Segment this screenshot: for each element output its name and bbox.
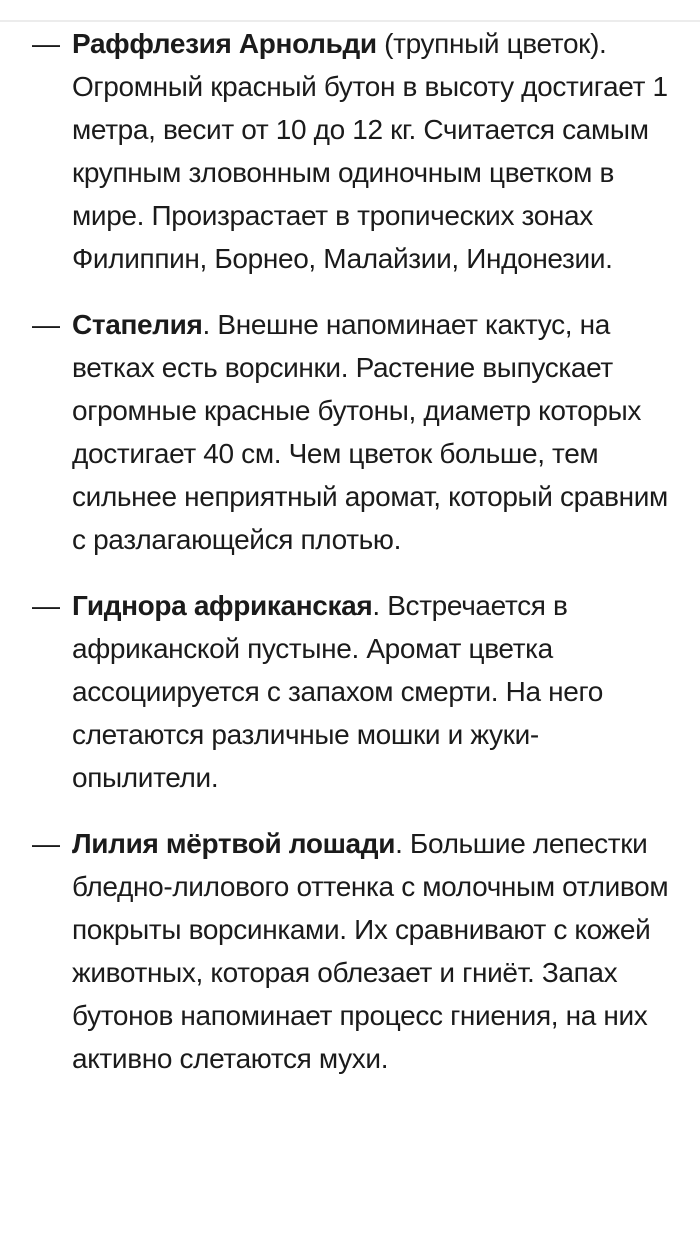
list-item-text: . Внешне напоминает кактус, на ветках есть ворсинки. Растение выпускает огромные красные бутоны, диаметр которых достигает 40 см. Чем цветок больше, тем сильнее неприятный аромат, который сравним с разлагающейся плотью.: [72, 309, 668, 555]
list-item-term: Раффлезия Арнольди: [72, 28, 377, 59]
article-list: [0, 22, 700, 1103]
list-item-text: (трупный цветок). Огромный красный бутон в высоту достигает 1 метра, весит от 10 до 12 кг. Считается самым крупным зловонным одиночным цветком в мире. Произрастает в тропических зонах Филиппин, Борнео, Малайзии, Индонезии.: [72, 28, 668, 274]
list-item-term: Лилия мёртвой лошади: [72, 828, 396, 859]
list-item-dead-horse-arum: [0, 822, 700, 1080]
list-item-text: . Большие лепестки бледно-лилового оттенка с молочным отливом покрыты ворсинками. Их сравнивают с кожей животных, которая облезает и гниёт. Запах бутонов напоминает процесс гниения, на них активно слетаются мухи.: [72, 828, 669, 1074]
list-dash: —: [32, 309, 60, 340]
list-dash: —: [32, 590, 60, 621]
list-item-hydnora: [0, 584, 700, 799]
list-item-text: . Встречается в африканской пустыне. Аромат цветка ассоциируется с запахом смерти. На него слетаются различные мошки и жуки-опылители.: [72, 590, 603, 793]
list-item-rafflesia: [0, 22, 700, 280]
list-dash: —: [32, 828, 60, 859]
list-item-stapelia: [0, 303, 700, 561]
list-item-term: Стапелия: [72, 309, 203, 340]
list-item-term: Гиднора африканская: [72, 590, 373, 621]
list-dash: —: [32, 28, 60, 59]
